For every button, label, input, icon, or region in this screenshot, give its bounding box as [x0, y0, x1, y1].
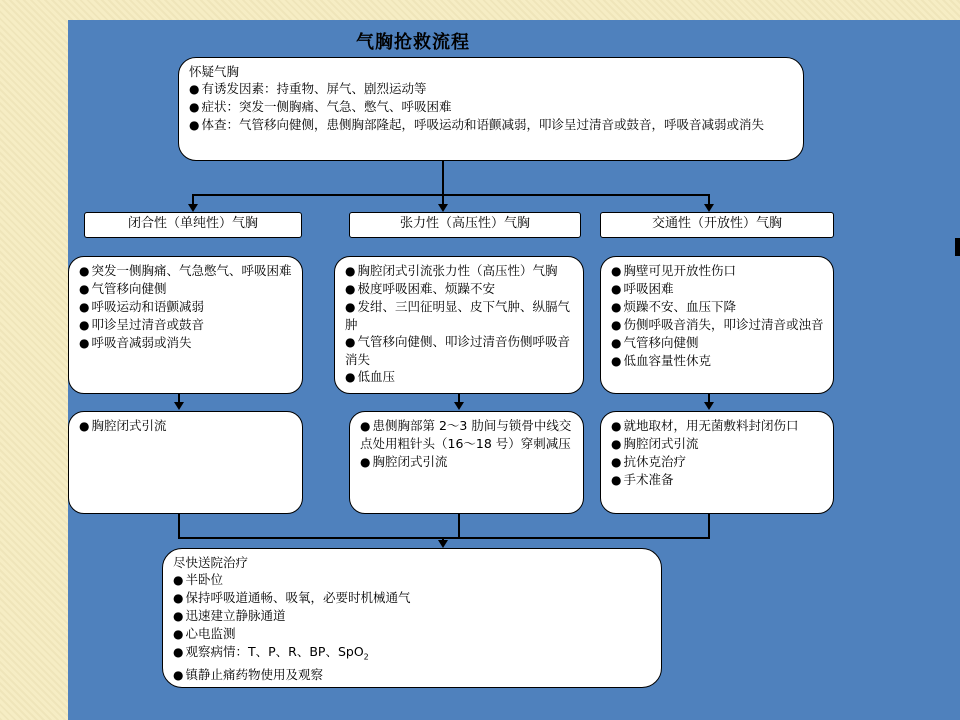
connector: [442, 194, 444, 204]
suspect-box: [178, 57, 804, 161]
arrow-head: [174, 402, 184, 410]
signs-box-closed: [68, 256, 303, 394]
final-item: ● 迅速建立静脉通道: [173, 607, 653, 625]
connector: [178, 537, 710, 539]
treatment-item: ● 胸腔闭式引流: [360, 453, 575, 471]
sign-item: ● 发绀、三凹征明显、皮下气肿、纵膈气肿: [345, 298, 575, 333]
sign-item: ● 气管移向健侧: [611, 334, 825, 352]
treatment-item: ● 就地取材，用无菌敷料封闭伤口: [611, 417, 825, 435]
treatment-box-closed: [68, 411, 303, 514]
suspect-line: ● 有诱发因素：持重物、屏气、剧烈运动等: [189, 80, 795, 98]
signs-box-open: [600, 256, 834, 394]
observe-text: 观察病情：T、P、R、BP、SpO: [185, 644, 364, 659]
sign-item: ● 低血容量性休克: [611, 352, 825, 370]
treatment-item: ● 抗休克治疗: [611, 453, 825, 471]
arrow-head: [704, 204, 714, 212]
final-item: ● 保持呼吸道通畅、吸氧，必要时机械通气: [173, 589, 653, 607]
sign-item: ● 叩诊呈过清音或鼓音: [79, 316, 294, 334]
sign-item: ● 呼吸音减弱或消失: [79, 334, 294, 352]
sign-item: ● 极度呼吸困难、烦躁不安: [345, 280, 575, 298]
connector: [708, 194, 710, 204]
connector: [442, 161, 444, 195]
sign-item: ● 气管移向健侧、叩诊过清音伤侧呼吸音消失: [345, 333, 575, 368]
treatment-item: ● 患侧胸部第 2～3 肋间与锁骨中线交点处用粗针头（16～18 号）穿刺减压: [360, 417, 575, 453]
connector: [178, 514, 180, 538]
arrow-head: [438, 540, 448, 548]
final-item: ● 心电监测: [173, 625, 653, 643]
final-heading: 尽快送院治疗: [173, 555, 249, 570]
edge-marker: [955, 238, 960, 256]
type-label-tension: 张力性（高压性）气胸: [349, 212, 581, 238]
sign-item: ● 胸腔闭式引流张力性（高压性）气胸: [345, 262, 575, 280]
final-item: ● 镇静止痛药物使用及观察: [173, 666, 653, 684]
final-box: [162, 548, 662, 688]
arrow-head: [704, 402, 714, 410]
final-item: ● 半卧位: [173, 571, 653, 589]
arrow-head: [438, 204, 448, 212]
connector: [192, 194, 194, 204]
suspect-heading: 怀疑气胸: [189, 64, 240, 79]
treatment-box-tension: [349, 411, 584, 514]
treatment-item: ● 胸腔闭式引流: [611, 435, 825, 453]
sign-item: ● 呼吸运动和语颤减弱: [79, 298, 294, 316]
sign-item: ● 烦躁不安、血压下降: [611, 298, 825, 316]
page-title: 气胸抢救流程: [356, 32, 470, 53]
sign-item: ● 伤侧呼吸音消失，叩诊过清音或浊音: [611, 316, 825, 334]
final-item-observe: [173, 643, 653, 666]
sign-item: ● 气管移向健侧: [79, 280, 294, 298]
connector: [458, 514, 460, 538]
sign-item: ● 低血压: [345, 368, 575, 386]
treatment-box-open: [600, 411, 834, 514]
suspect-line: ● 症状：突发一侧胸痛、气急、憋气、呼吸困难: [189, 98, 795, 116]
suspect-line: ● 体查：气管移向健侧，患侧胸部隆起，呼吸运动和语颤减弱，叩诊呈过清音或鼓音，呼吸音减弱或消失: [189, 116, 795, 134]
type-label-closed: 闭合性（单纯性）气胸: [84, 212, 302, 238]
arrow-head: [188, 204, 198, 212]
treatment-item: ● 手术准备: [611, 471, 825, 489]
sign-item: ● 胸壁可见开放性伤口: [611, 262, 825, 280]
connector: [708, 514, 710, 538]
sign-item: ● 突发一侧胸痛、气急憋气、呼吸困难: [79, 262, 294, 280]
signs-box-tension: [334, 256, 584, 394]
type-label-open: 交通性（开放性）气胸: [600, 212, 834, 238]
connector: [192, 194, 710, 196]
treatment-item: ● 胸腔闭式引流: [79, 417, 294, 435]
arrow-head: [454, 402, 464, 410]
observe-subscript: 2: [363, 652, 369, 662]
sign-item: ● 呼吸困难: [611, 280, 825, 298]
